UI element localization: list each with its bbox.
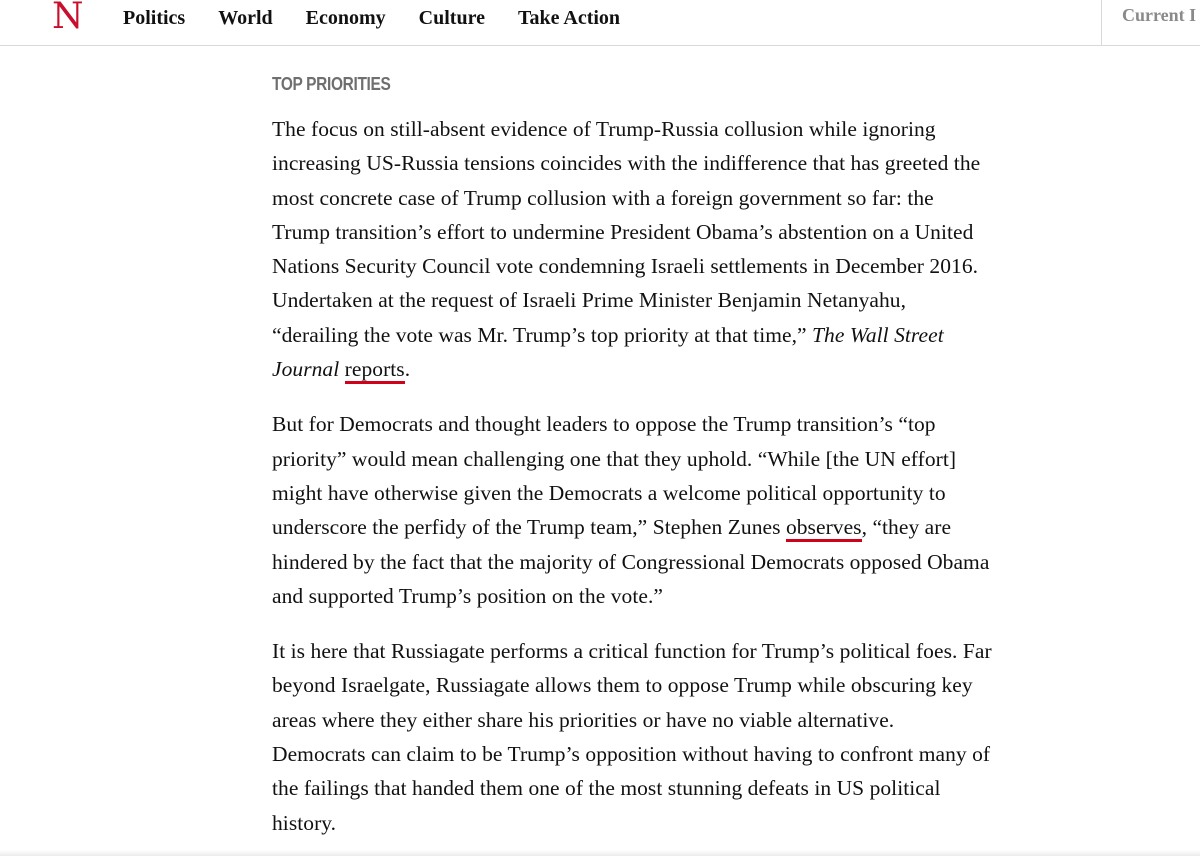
paragraph-1-text: The focus on still-absent evidence of Trump-Russia collusion while ignoring increasing US-Russia tensions coincides with the indifference that has greeted the most concrete case of Trump collusion with a foreign government so far: the Trump transition’s effort to undermine President Obama’s abstention on a United Nations Security Council vote condemning Israeli settlements in December 2016. Undertaken at the request of Israeli Prime Minister Benjamin Netanyahu, “derailing the vote was Mr. Trump’s top priority at that time,”	[272, 117, 981, 347]
section-label: TOP PRIORITIES	[272, 74, 391, 94]
current-issue-link[interactable]: Current I	[1122, 5, 1197, 25]
nav-item-economy[interactable]: Economy	[305, 7, 386, 29]
observes-link[interactable]: observes	[786, 515, 862, 542]
nav-item-culture[interactable]: Culture	[418, 7, 485, 29]
paragraph-2-text: But for Democrats and thought leaders to oppose the Trump transition’s “top priority” would mean challenging one that they uphold. “While [the UN effort] might have otherwise given the Democrats a welcome political opportunity to underscore the perfidy of the Trump team,” Stephen Zunes	[272, 412, 957, 540]
paragraph-2-end: , “they are hindered by the fact that the majority of Congressional Democrats opposed Obama and supported Trump’s position on the vote.”	[272, 515, 990, 608]
reports-link[interactable]: reports	[345, 357, 405, 384]
paragraph-2	[272, 407, 992, 613]
nav-item-world[interactable]: World	[218, 7, 273, 29]
nav-item-politics[interactable]: Politics	[123, 7, 186, 29]
paragraph-3: It is here that Russiagate performs a critical function for Trump’s political foes. Far beyond Israelgate, Russiagate allows them to oppose Trump while obscuring key areas where they either share his priorities or have no viable alternative. Democrats can claim to be Trump’s opposition without having to confront many of the failings that handed them one of the most stunning defeats in US political history.	[272, 639, 992, 835]
paragraph-1	[272, 112, 992, 386]
site-logo[interactable]: N	[52, 0, 84, 37]
paragraph-1-end: .	[404, 357, 411, 382]
nav-item-take-action[interactable]: Take Action	[517, 7, 621, 29]
article-body	[272, 72, 992, 856]
publication-name: The Wall Street Journal	[272, 322, 944, 382]
top-navigation-bar	[0, 0, 1200, 46]
current-issue-container	[1101, 0, 1200, 45]
paragraph-1-space	[339, 357, 344, 381]
main-nav	[123, 6, 653, 30]
bottom-edge-shadow	[0, 850, 1200, 856]
